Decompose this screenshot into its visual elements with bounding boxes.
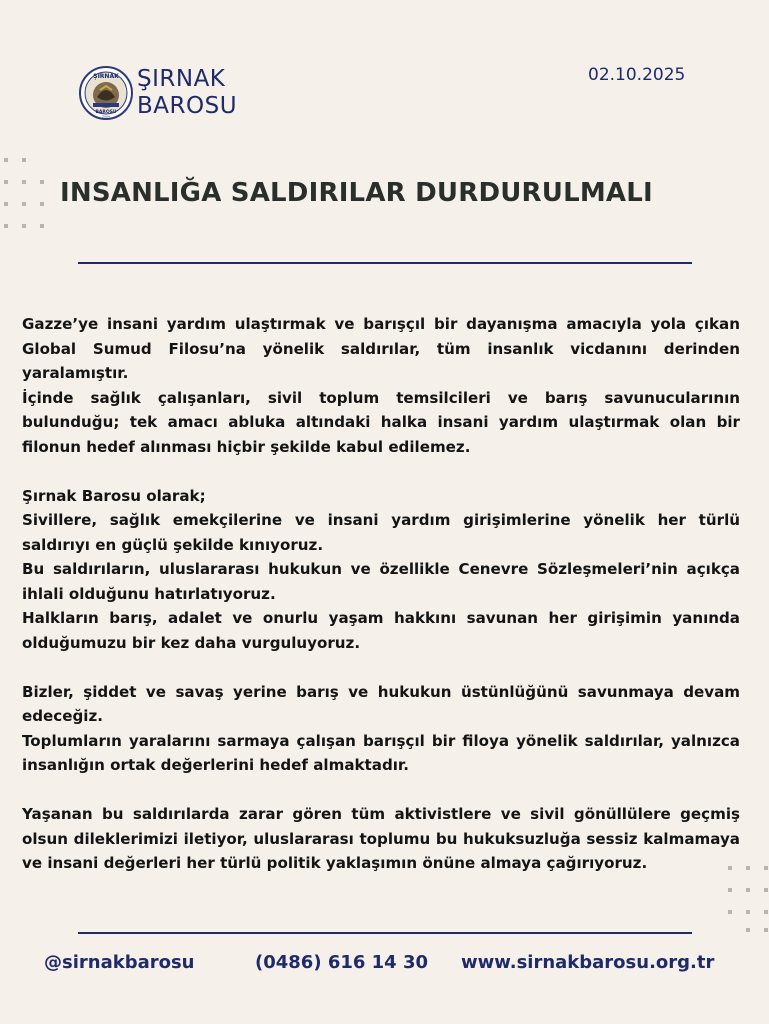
- footer-website-link[interactable]: www.sirnakbarosu.org.tr: [461, 952, 715, 973]
- paragraph: Yaşanan bu saldırılarda zarar gören tüm aktivistlere ve sivil gönüllülere geçmiş olsun dileklerimizi iletiyor, uluslararası toplumu bu hukuksuzluğa sessiz kalmamaya ve insani değerleri her türlü politik yaklaşımın önüne almaya çağırıyoruz.: [22, 805, 740, 872]
- bottom-divider: [78, 932, 692, 934]
- bar-association-logo: [79, 66, 133, 120]
- paragraph-spacer: [22, 778, 740, 803]
- paragraph-spacer: [22, 459, 740, 484]
- page-title: INSANLIĞA SALDIRILAR DURDURULMALI: [60, 178, 653, 208]
- paragraph: Gazze’ye insani yardım ulaştırmak ve barışçıl bir dayanışma amacıyla yola çıkan Global Sumud Filosu’na yönelik saldırılar, tüm insanlık vicdanını derinden yaralamıştır.: [22, 315, 740, 382]
- decorative-dots-bottom-right: [724, 866, 769, 932]
- logo-year: 2004: [102, 114, 110, 119]
- document-date: 02.10.2025: [588, 65, 686, 85]
- statement-body: [22, 312, 740, 876]
- brand-line-2: BAROSU: [137, 93, 238, 119]
- decorative-dots-top-left: [0, 158, 48, 230]
- paragraph: Toplumların yaralarını sarmaya çalışan barışçıl bir filoya yönelik saldırılar, yalnızca insanlığın ortak değerlerini hedef almaktadır.: [22, 731, 740, 774]
- paragraph: Şırnak Barosu olarak;: [22, 486, 206, 505]
- brand-line-1: ŞIRNAK: [137, 66, 226, 92]
- brand-name: [137, 66, 237, 120]
- paragraph: Halkların barış, adalet ve onurlu yaşam hakkını savunan her girişimin yanında olduğumuzu bir kez daha vurguluyoruz.: [22, 609, 740, 652]
- logo-text-bottom: BAROSU: [95, 110, 117, 115]
- logo-text-top: ŞIRNAK: [93, 73, 119, 80]
- paragraph: Bizler, şiddet ve savaş yerine barış ve hukukun üstünlüğünü savunmaya devam edeceğiz.: [22, 682, 740, 725]
- footer-social-handle[interactable]: @sirnakbarosu: [44, 952, 195, 973]
- top-divider: [78, 262, 692, 264]
- paragraph: Sivillere, sağlık emekçilerine ve insani yardım girişimlerine yönelik her türlü saldırıyı en güçlü şekilde kınıyoruz.: [22, 511, 740, 554]
- paragraph: Bu saldırıların, uluslararası hukukun ve özellikle Cenevre Sözleşmeleri’nin açıkça ihlali olduğunu hatırlatıyoruz.: [22, 560, 740, 603]
- paragraph-spacer: [22, 655, 740, 680]
- footer-phone[interactable]: (0486) 616 14 30: [255, 952, 429, 973]
- paragraph: İçinde sağlık çalışanları, sivil toplum temsilcileri ve barış savunucularının bulunduğu; tek amacı abluka altındaki halka insani yardım ulaştırmak olan bir filonun hedef alınması hiçbir şekilde kabul edilemez.: [22, 388, 740, 456]
